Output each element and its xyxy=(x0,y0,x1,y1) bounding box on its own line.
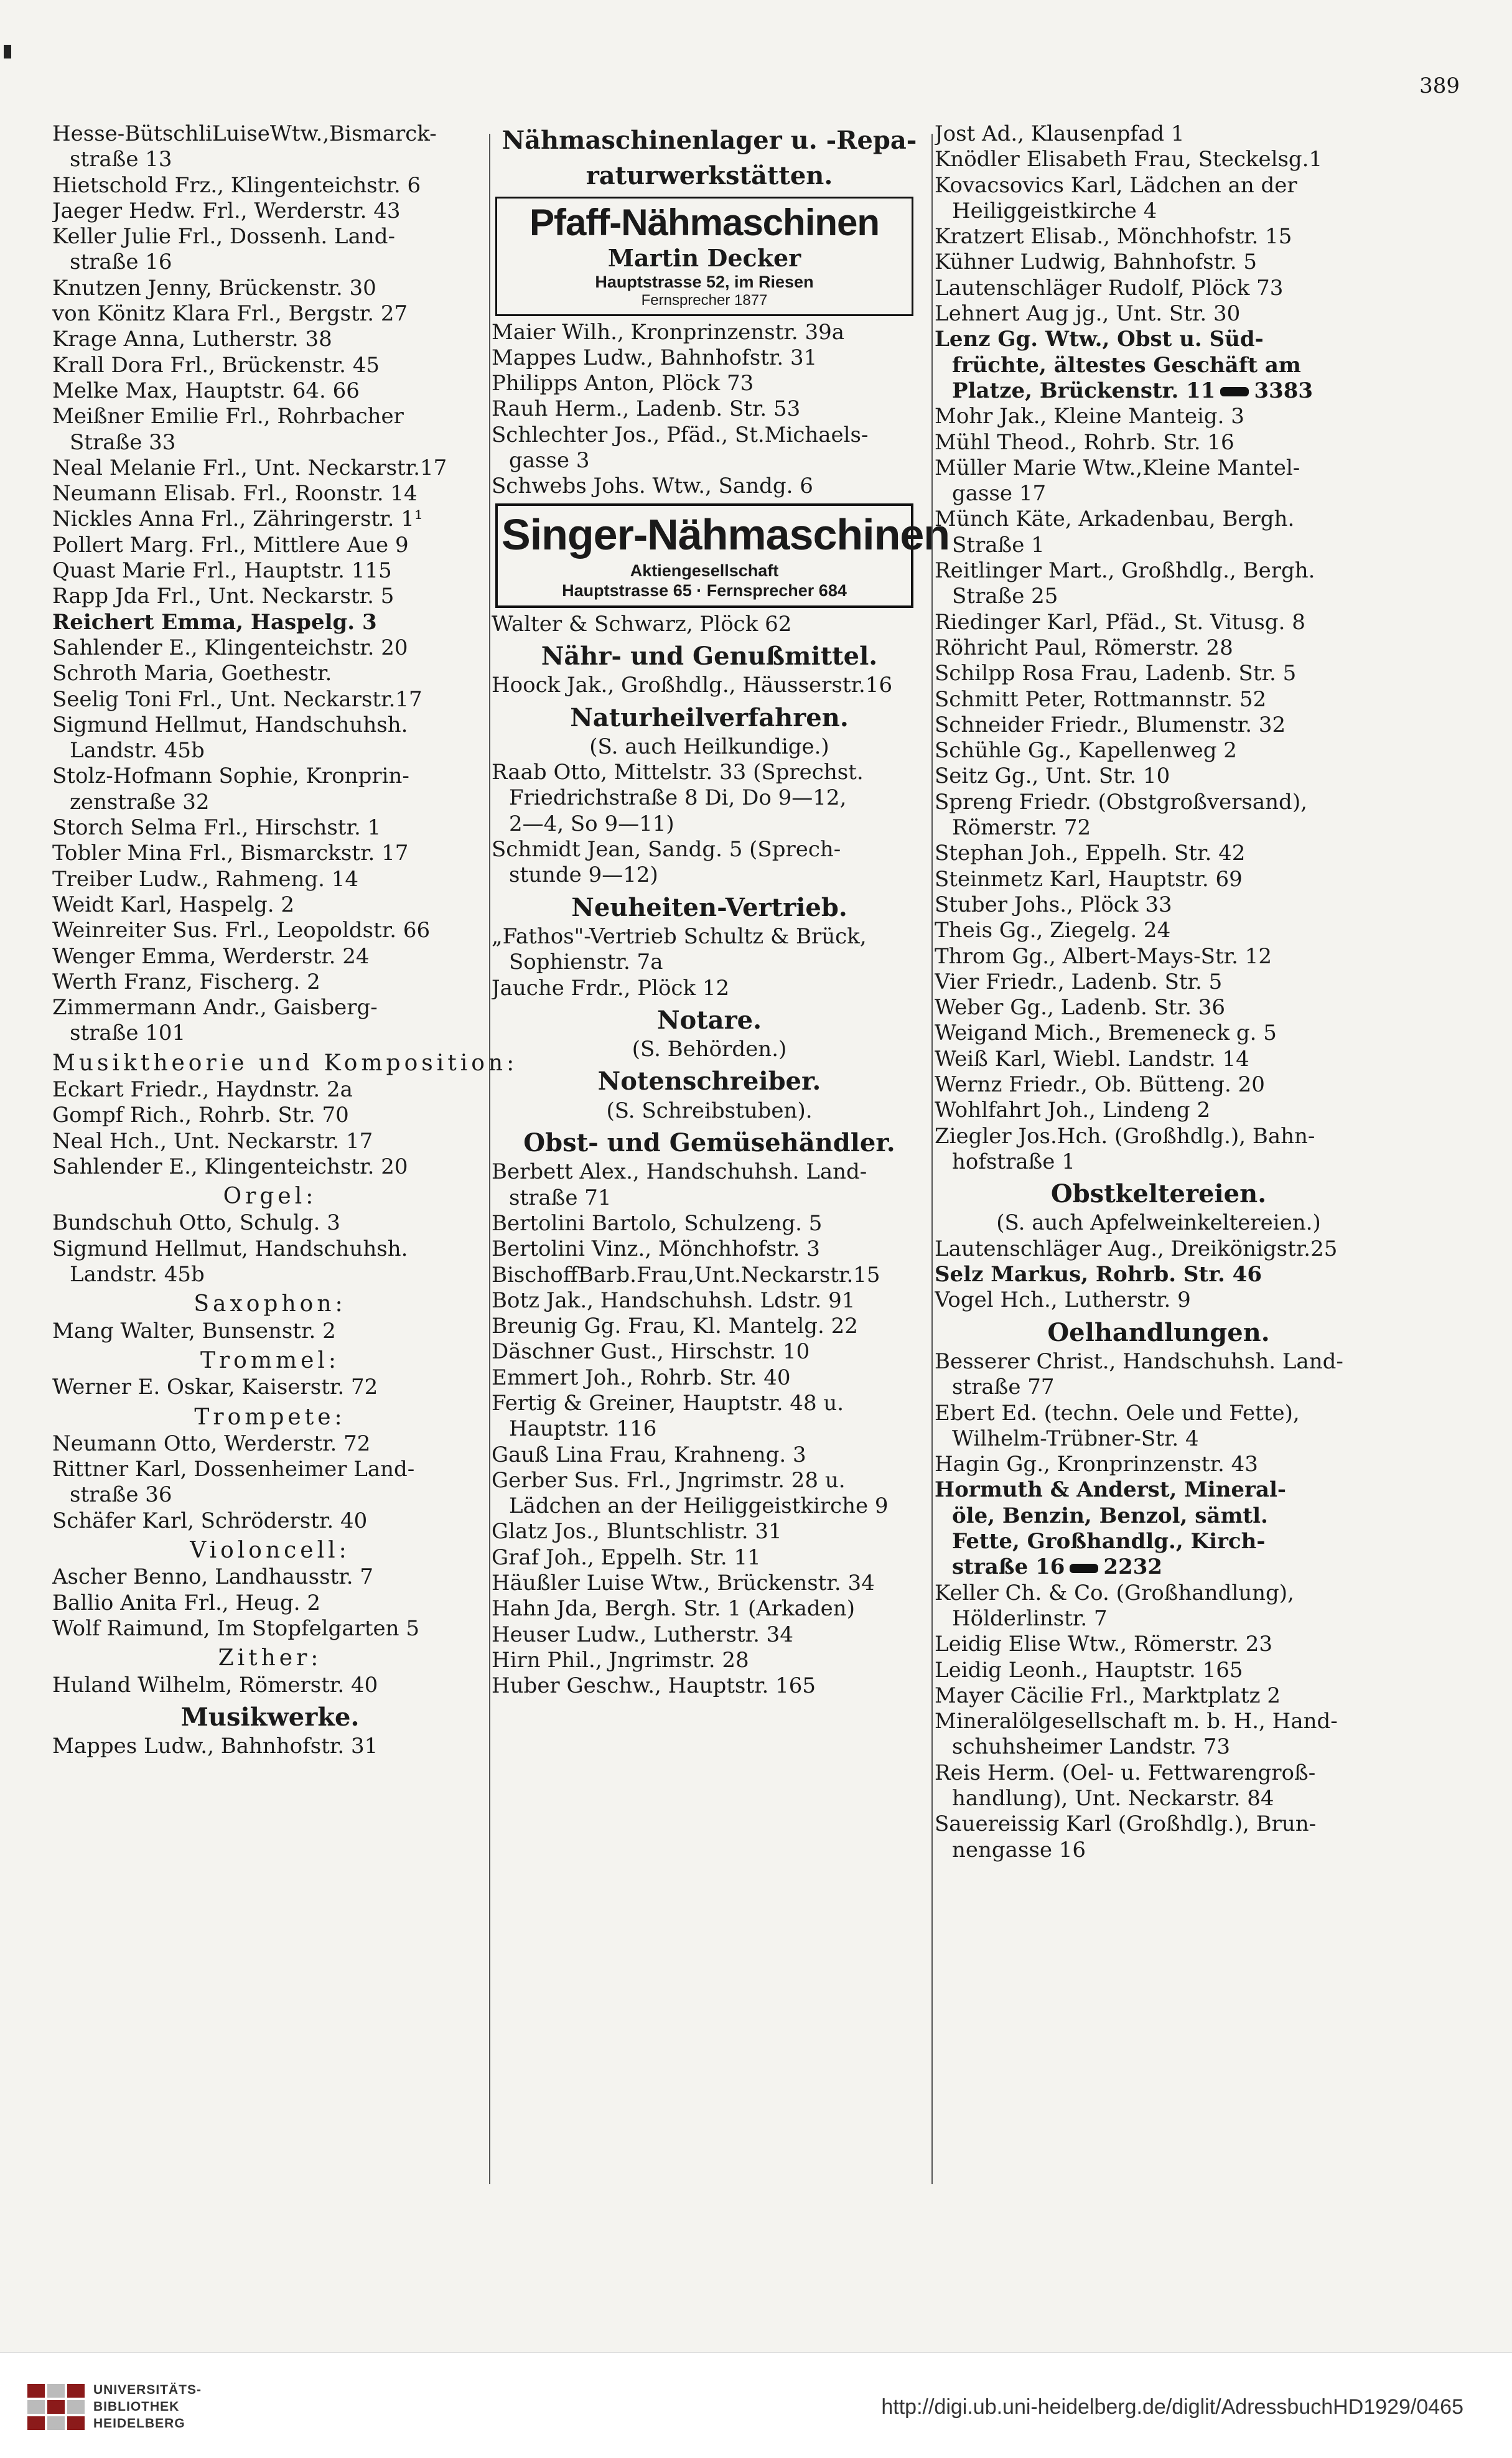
listing-entry: Vier Friedr., Ladenb. Str. 5 xyxy=(935,969,1223,994)
listing-entry-continuation: stunde 9—12) xyxy=(509,862,658,888)
listing-entry: Wenger Emma, Werderstr. 24 xyxy=(52,943,370,969)
listing-entry: Weidt Karl, Haspelg. 2 xyxy=(52,892,294,917)
section-heading: Obst- und Gemüsehändler. xyxy=(523,1128,895,1158)
listing-entry: Wernz Friedr., Ob. Bütteng. 20 xyxy=(935,1072,1265,1097)
section-heading: raturwerkstätten. xyxy=(586,161,833,191)
section-note: (S. auch Heilkundige.) xyxy=(589,734,829,759)
listing-entry: Mappes Ludw., Bahnhofstr. 31 xyxy=(492,345,818,370)
listing-entry: Schroth Maria, Goethestr. xyxy=(52,661,332,686)
listing-entry: Jaeger Hedw. Frl., Werderstr. 43 xyxy=(52,198,401,223)
listing-entry: Spreng Friedr. (Obstgroßversand), xyxy=(935,789,1307,815)
listing-entry: Knödler Elisabeth Frau, Steckelsg.1 xyxy=(935,147,1323,172)
listing-entry: Vogel Hch., Lutherstr. 9 xyxy=(935,1287,1191,1313)
listing-entry: Treiber Ludw., Rahmeng. 14 xyxy=(52,866,359,892)
listing-entry: Neumann Elisab. Frl., Roonstr. 14 xyxy=(52,481,418,507)
listing-entry: Nickles Anna Frl., Zähringerstr. 1¹ xyxy=(52,507,423,532)
listing-entry: Pollert Marg. Frl., Mittlere Aue 9 xyxy=(52,532,409,558)
section-heading: Nähmaschinenlager u. -Repa- xyxy=(502,126,917,155)
listing-entry: Huland Wilhelm, Römerstr. 40 xyxy=(52,1672,378,1698)
listing-entry-continuation: straße 36 xyxy=(70,1482,172,1508)
listing-entry-continuation: Sophienstr. 7a xyxy=(509,950,663,975)
listing-entry: Mang Walter, Bunsenstr. 2 xyxy=(52,1318,336,1343)
listing-entry: Mappes Ludw., Bahnhofstr. 31 xyxy=(52,1734,378,1759)
listing-entry: Jost Ad., Klausenpfad 1 xyxy=(935,121,1185,146)
listing-entry: Schühle Gg., Kapellenweg 2 xyxy=(935,738,1237,764)
ad-brand: Singer-Nähmaschinen xyxy=(502,510,950,559)
section-note: (S. auch Apfelweinkeltereien.) xyxy=(996,1210,1321,1236)
subsection-heading: Orgel: xyxy=(223,1184,317,1210)
listing-entry-continuation: straße 71 xyxy=(509,1185,612,1210)
listing-entry: Schneider Friedr., Blumenstr. 32 xyxy=(935,712,1286,737)
listing-entry: Meißner Emilie Frl., Rohrbacher xyxy=(52,404,404,429)
listing-entry: Raab Otto, Mittelstr. 33 (Sprechst. xyxy=(492,760,864,785)
listing-entry: Krall Dora Frl., Brückenstr. 45 xyxy=(52,352,380,378)
section-heading: Neuheiten-Vertrieb. xyxy=(571,892,847,922)
listing-entry: Röhricht Paul, Römerstr. 28 xyxy=(935,635,1233,660)
listing-entry: Philipps Anton, Plöck 73 xyxy=(492,371,754,396)
listing-entry: Rittner Karl, Dossenheimer Land- xyxy=(52,1457,415,1482)
listing-entry-continuation: gasse 3 xyxy=(509,448,590,474)
listing-entry-continuation: Straße 25 xyxy=(952,584,1058,609)
listing-entry: Neal Hch., Unt. Neckarstr. 17 xyxy=(52,1128,373,1154)
section-heading: Notenschreiber. xyxy=(597,1067,821,1096)
section-note: (S. Behörden.) xyxy=(632,1037,787,1062)
listing-entry-continuation: 2—4, So 9—11) xyxy=(509,811,674,836)
listing-entry: von Könitz Klara Frl., Bergstr. 27 xyxy=(52,301,408,327)
listing-entry: Knutzen Jenny, Brückenstr. 30 xyxy=(52,275,376,301)
listing-entry: Quast Marie Frl., Hauptstr. 115 xyxy=(52,558,392,584)
ad-brand: Pfaff-Nähmaschinen xyxy=(529,201,880,243)
listing-entry: Hesse-BütschliLuiseWtw.,Bismarck- xyxy=(52,121,437,146)
listing-entry-continuation: nengasse 16 xyxy=(952,1837,1086,1862)
listing-entry-continuation: Wilhelm-Trübner-Str. 4 xyxy=(952,1426,1199,1451)
listing-entry: Mohr Jak., Kleine Manteig. 3 xyxy=(935,404,1244,429)
subsection-heading: Trommel: xyxy=(200,1347,340,1373)
listing-entry: Neal Melanie Frl., Unt. Neckarstr.17 xyxy=(52,455,447,480)
listing-entry: Seelig Toni Frl., Unt. Neckarstr.17 xyxy=(52,686,422,712)
listing-entry-continuation: Lädchen an der Heiliggeistkirche 9 xyxy=(509,1493,889,1519)
listing-entry-continuation xyxy=(935,1554,1383,1580)
listing-entry-bold: Hormuth & Anderst, Mineral- xyxy=(935,1477,1287,1503)
listing-entry: Graf Joh., Eppelh. Str. 11 xyxy=(492,1544,761,1570)
library-name-line: UNIVERSITÄTS- xyxy=(93,2383,202,2397)
listing-entry: Kratzert Elisab., Mönchhofstr. 15 xyxy=(935,224,1292,250)
listing-entry: Reis Herm. (Oel- u. Fettwarengroß- xyxy=(935,1760,1316,1785)
listing-entry: Wohlfahrt Joh., Lindeng 2 xyxy=(935,1098,1211,1123)
listing-entry: Bundschuh Otto, Schulg. 3 xyxy=(52,1210,340,1236)
page-number: 389 xyxy=(1419,73,1460,98)
listing-entry-continuation: schuhsheimer Landstr. 73 xyxy=(952,1734,1230,1760)
listing-entry: Weinreiter Sus. Frl., Leopoldstr. 66 xyxy=(52,918,431,943)
listing-entry: Mühl Theod., Rohrb. Str. 16 xyxy=(935,429,1234,455)
listing-entry: Keller Julie Frl., Dossenh. Land- xyxy=(52,224,396,250)
listing-entry-continuation: Heiliggeistkirche 4 xyxy=(952,198,1157,223)
listing-entry: Jauche Frdr., Plöck 12 xyxy=(492,975,730,1001)
listing-entry: Mayer Cäcilie Frl., Marktplatz 2 xyxy=(935,1683,1281,1708)
listing-entry: Hoock Jak., Großhdlg., Häusserstr.16 xyxy=(492,673,893,698)
phone-number: 3383 xyxy=(1254,378,1314,403)
listing-entry: Leidig Elise Wtw., Römerstr. 23 xyxy=(935,1632,1273,1657)
listing-entry: Rauh Herm., Ladenb. Str. 53 xyxy=(492,396,801,422)
section-heading: Naturheilverfahren. xyxy=(570,703,849,732)
listing-entry: Heuser Ludw., Lutherstr. 34 xyxy=(492,1622,793,1647)
listing-entry: Maier Wilh., Kronprinzenstr. 39a xyxy=(492,319,845,345)
listing-entry-continuation: straße 16 xyxy=(70,250,172,275)
listing-entry: Wolf Raimund, Im Stopfelgarten 5 xyxy=(52,1615,419,1641)
listing-entry-continuation: Landstr. 45b xyxy=(70,738,205,764)
library-name-line: HEIDELBERG xyxy=(93,2416,185,2431)
column-right xyxy=(935,121,1383,1863)
listing-entry: Sigmund Hellmut, Handschuhsh. xyxy=(52,712,408,737)
listing-entry: Gauß Lina Frau, Krahneng. 3 xyxy=(492,1442,806,1467)
ad-address: Hauptstrasse 65 · Fernsprecher 684 xyxy=(562,581,847,600)
listing-entry: Ballio Anita Frl., Heug. 2 xyxy=(52,1590,321,1615)
listing-entry: Berbett Alex., Handschuhsh. Land- xyxy=(492,1159,867,1185)
listing-entry: Botz Jak., Handschuhsh. Ldstr. 91 xyxy=(492,1287,856,1313)
column-left xyxy=(52,121,518,1759)
listing-entry: Kovacsovics Karl, Lädchen an der xyxy=(935,172,1297,198)
listing-entry: Schäfer Karl, Schröderstr. 40 xyxy=(52,1508,368,1533)
section-heading: Nähr- und Genußmittel. xyxy=(541,641,878,671)
listing-entry: Emmert Joh., Rohrb. Str. 40 xyxy=(492,1365,791,1390)
column-divider xyxy=(931,134,933,2184)
listing-entry: Fertig & Greiner, Hauptstr. 48 u. xyxy=(492,1390,844,1416)
listing-entry: Neumann Otto, Werderstr. 72 xyxy=(52,1431,371,1456)
listing-entry: Sahlender E., Klingenteichstr. 20 xyxy=(52,635,408,660)
listing-entry-continuation: straße 13 xyxy=(70,147,172,172)
listing-entry: Schlechter Jos., Pfäd., St.Michaels- xyxy=(492,422,869,447)
listing-entry: Ebert Ed. (techn. Oele und Fette), xyxy=(935,1400,1300,1426)
listing-entry: Rapp Jda Frl., Unt. Neckarstr. 5 xyxy=(52,584,394,609)
listing-entry-continuation: Straße 1 xyxy=(952,532,1045,558)
listing-entry: Seitz Gg., Unt. Str. 10 xyxy=(935,764,1170,789)
listing-entry: Mineralölgesellschaft m. b. H., Hand- xyxy=(935,1709,1338,1734)
listing-entry-continuation: Hölderlinstr. 7 xyxy=(952,1605,1108,1631)
address-text: straße 16 xyxy=(952,1554,1065,1580)
listing-entry: Storch Selma Frl., Hirschstr. 1 xyxy=(52,815,381,841)
address-text: Platze, Brückenstr. 11 xyxy=(952,378,1216,403)
ad-dealer: Martin Decker xyxy=(607,243,801,272)
listing-entry: Eckart Friedr., Haydnstr. 2a xyxy=(52,1077,353,1102)
source-url-link[interactable]: http://digi.ub.uni-heidelberg.de/diglit/AdressbuchHD1929/0465 xyxy=(881,2395,1463,2419)
subsection-heading: Violoncell: xyxy=(190,1538,350,1564)
listing-entry-continuation: früchte, ältestes Geschäft am xyxy=(952,352,1301,378)
section-heading: Notare. xyxy=(656,1005,762,1035)
listing-entry: Lautenschläger Rudolf, Plöck 73 xyxy=(935,275,1284,301)
listing-entry: Bertolini Bartolo, Schulzeng. 5 xyxy=(492,1210,823,1236)
listing-entry: „Fathos"-Vertrieb Schultz & Brück, xyxy=(492,923,867,949)
listing-entry-continuation: Straße 33 xyxy=(70,429,176,455)
listing-entry: Sigmund Hellmut, Handschuhsh. xyxy=(52,1236,408,1261)
listing-entry: Müller Marie Wtw.,Kleine Mantel- xyxy=(935,455,1300,480)
listing-entry-continuation: hofstraße 1 xyxy=(952,1149,1075,1174)
listing-entry: Münch Käte, Arkadenbau, Bergh. xyxy=(935,507,1295,532)
listing-entry: BischoffBarb.Frau,Unt.Neckarstr.15 xyxy=(492,1262,880,1287)
listing-entry: Glatz Jos., Bluntschlistr. 31 xyxy=(492,1519,782,1544)
listing-entry: Keller Ch. & Co. (Großhandlung), xyxy=(935,1580,1294,1605)
listing-entry-continuation: Landstr. 45b xyxy=(70,1262,205,1287)
listing-entry: Lehnert Aug jg., Unt. Str. 30 xyxy=(935,301,1241,327)
listing-entry: Steinmetz Karl, Hauptstr. 69 xyxy=(935,866,1243,892)
listing-entry: Weiß Karl, Wiebl. Landstr. 14 xyxy=(935,1046,1249,1072)
subsection-heading: Zither: xyxy=(218,1645,322,1671)
subsection-heading: Saxophon: xyxy=(194,1291,347,1317)
listing-entry: Ziegler Jos.Hch. (Großhdlg.), Bahn- xyxy=(935,1123,1315,1149)
listing-entry: Breunig Gg. Frau, Kl. Mantelg. 22 xyxy=(492,1314,858,1339)
advertisement-box xyxy=(495,503,950,608)
section-heading: Obstkeltereien. xyxy=(1050,1179,1267,1209)
ad-address: Hauptstrasse 52, im Riesen xyxy=(595,272,814,291)
column-divider xyxy=(489,134,490,2184)
listing-entry: Hahn Jda, Bergh. Str. 1 (Arkaden) xyxy=(492,1596,855,1622)
subsection-heading: Musiktheorie und Komposition: xyxy=(52,1050,518,1076)
listing-entry: Bertolini Vinz., Mönchhofstr. 3 xyxy=(492,1236,820,1262)
subsection-heading: Trompete: xyxy=(194,1404,346,1430)
listing-entry: Lautenschläger Aug., Dreikönigstr.25 xyxy=(935,1236,1338,1261)
scan-edge-mark xyxy=(4,45,11,58)
telephone-icon xyxy=(1070,1564,1098,1573)
listing-entry-bold: Lenz Gg. Wtw., Obst u. Süd- xyxy=(935,327,1264,352)
listing-entry: Weigand Mich., Bremeneck g. 5 xyxy=(935,1021,1277,1046)
listing-entry-continuation: Römerstr. 72 xyxy=(952,815,1091,841)
advertisement-box xyxy=(495,197,913,316)
listing-entry: Melke Max, Hauptstr. 64. 66 xyxy=(52,378,360,403)
listing-entry-continuation: handlung), Unt. Neckarstr. 84 xyxy=(952,1786,1274,1811)
library-logo-icon xyxy=(27,2384,85,2430)
telephone-icon xyxy=(1220,387,1249,396)
listing-entry: Sauereissig Karl (Großhdlg.), Brun- xyxy=(935,1811,1317,1837)
section-note: (S. Schreibstuben). xyxy=(606,1098,813,1123)
listing-entry: Huber Geschw., Hauptstr. 165 xyxy=(492,1673,816,1699)
listing-entry-bold: Selz Markus, Rohrb. Str. 46 xyxy=(935,1262,1262,1287)
listing-entry: Schmitt Peter, Rottmannstr. 52 xyxy=(935,686,1267,712)
listing-entry: Tobler Mina Frl., Bismarckstr. 17 xyxy=(52,841,409,866)
listing-entry-continuation xyxy=(935,378,1383,404)
listing-entry: Werth Franz, Fischerg. 2 xyxy=(52,969,320,994)
listing-entry: Walter & Schwarz, Plöck 62 xyxy=(492,611,792,637)
library-name xyxy=(93,2381,202,2432)
library-name-line: BIBLIOTHEK xyxy=(93,2400,180,2414)
phone-number: 2232 xyxy=(1103,1554,1163,1580)
listing-entry-continuation: gasse 17 xyxy=(952,481,1047,507)
listing-entry: Schwebs Johs. Wtw., Sandg. 6 xyxy=(492,474,813,499)
footer-bar xyxy=(0,2352,1512,2458)
listing-entry-continuation: öle, Benzin, Benzol, sämtl. xyxy=(952,1503,1268,1528)
listing-entry: Stephan Joh., Eppelh. Str. 42 xyxy=(935,841,1246,866)
listing-entry: Theis Gg., Ziegelg. 24 xyxy=(935,918,1171,943)
section-heading: Musikwerke. xyxy=(180,1702,360,1732)
listing-entry: Krage Anna, Lutherstr. 38 xyxy=(52,327,332,352)
listing-entry: Schilpp Rosa Frau, Ladenb. Str. 5 xyxy=(935,661,1297,686)
listing-entry: Gerber Sus. Frl., Jngrimstr. 28 u. xyxy=(492,1467,846,1493)
listing-entry: Häußler Luise Wtw., Brückenstr. 34 xyxy=(492,1571,875,1596)
listing-entry-continuation: Hauptstr. 116 xyxy=(509,1416,657,1442)
listing-entry: Besserer Christ., Handschuhsh. Land- xyxy=(935,1348,1343,1374)
listing-entry: Throm Gg., Albert-Mays-Str. 12 xyxy=(935,943,1272,969)
ad-company: Aktiengesellschaft xyxy=(630,561,779,580)
listing-entry: Stuber Johs., Plöck 33 xyxy=(935,892,1172,917)
listing-entry-continuation: Fette, Großhandlg., Kirch- xyxy=(952,1529,1266,1554)
listing-entry: Sahlender E., Klingenteichstr. 20 xyxy=(52,1154,408,1179)
listing-entry: Weber Gg., Ladenb. Str. 36 xyxy=(935,995,1225,1021)
listing-entry-bold: Reichert Emma, Haspelg. 3 xyxy=(52,609,377,635)
ad-phone: Fernsprecher 1877 xyxy=(641,291,768,309)
listing-entry: Reitlinger Mart., Großhdlg., Bergh. xyxy=(935,558,1315,584)
listing-entry-continuation: zenstraße 32 xyxy=(70,789,210,815)
listing-entry: Kühner Ludwig, Bahnhofstr. 5 xyxy=(935,250,1258,275)
listing-entry: Zimmermann Andr., Gaisberg- xyxy=(52,995,378,1021)
listing-entry: Werner E. Oskar, Kaiserstr. 72 xyxy=(52,1375,378,1400)
listing-entry: Leidig Leonh., Hauptstr. 165 xyxy=(935,1657,1243,1683)
listing-entry: Ascher Benno, Landhausstr. 7 xyxy=(52,1564,374,1590)
listing-entry: Riedinger Karl, Pfäd., St. Vitusg. 8 xyxy=(935,609,1305,635)
listing-entry: Hagin Gg., Kronprinzenstr. 43 xyxy=(935,1452,1258,1477)
listing-entry: Hirn Phil., Jngrimstr. 28 xyxy=(492,1647,749,1673)
listing-entry: Stolz-Hofmann Sophie, Kronprin- xyxy=(52,764,409,789)
listing-entry-continuation: straße 77 xyxy=(952,1375,1055,1400)
listing-entry: Däschner Gust., Hirschstr. 10 xyxy=(492,1339,810,1365)
section-heading: Oelhandlungen. xyxy=(1047,1317,1270,1347)
listing-entry-continuation: straße 101 xyxy=(70,1021,186,1046)
column-middle xyxy=(492,121,950,1699)
listing-entry-continuation: Friedrichstraße 8 Di, Do 9—12, xyxy=(509,785,847,811)
listing-entry: Schmidt Jean, Sandg. 5 (Sprech- xyxy=(492,837,841,862)
listing-entry: Hietschold Frz., Klingenteichstr. 6 xyxy=(52,172,421,198)
listing-entry: Gompf Rich., Rohrb. Str. 70 xyxy=(52,1103,349,1128)
